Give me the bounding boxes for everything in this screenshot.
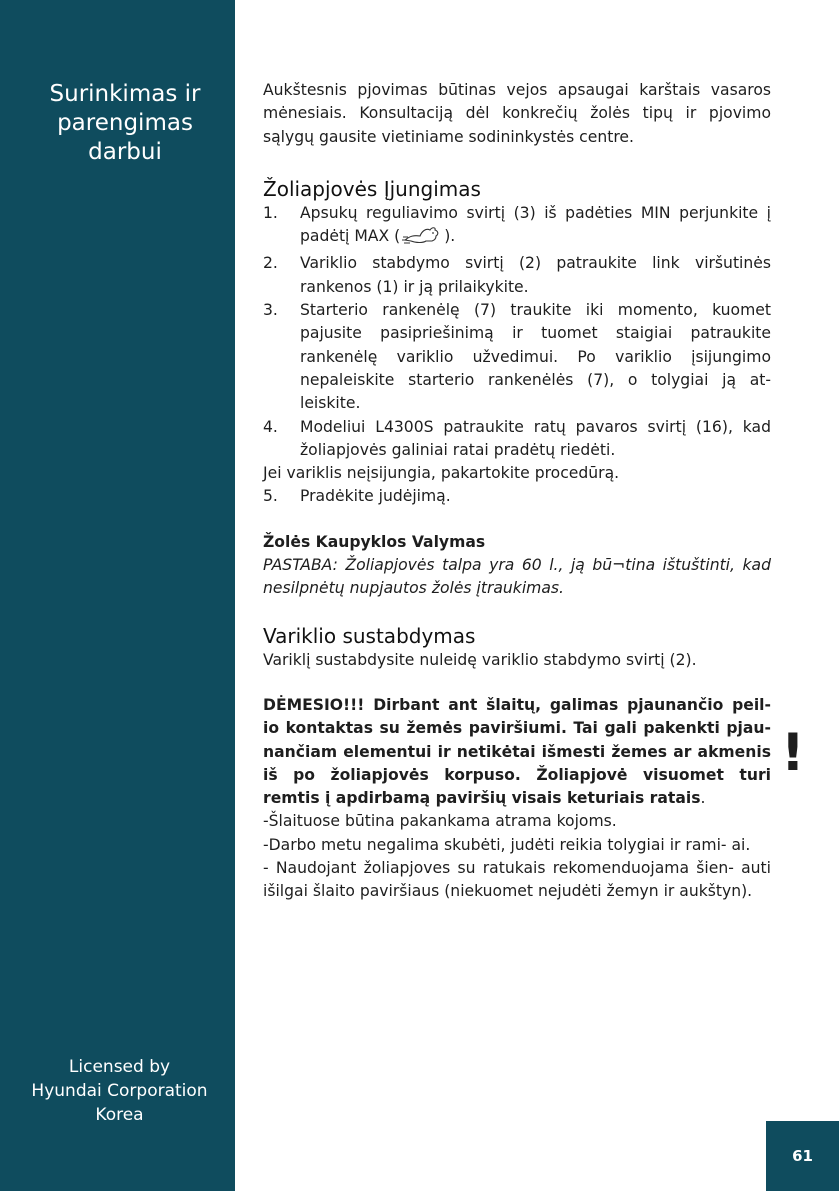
- step-number: 2.: [263, 254, 278, 273]
- warning-line: -Šlaituose būtina pakankama atrama kojoms.: [263, 812, 617, 831]
- page-number-badge: [766, 1121, 839, 1191]
- warning-bold-end: .: [700, 789, 706, 808]
- step-number: 1.: [263, 203, 278, 222]
- section-title-line: parengimas: [57, 110, 193, 136]
- warning-paragraph: [263, 694, 771, 810]
- step-number: 4.: [263, 417, 278, 436]
- warning-line: - Naudojant žoliapjoves su ratukais rekomenduojama šien- auti išilgai šlaito paviršiaus (niekuomet nejudėti žemyn ir aukštyn).: [263, 859, 771, 901]
- main-content: [263, 79, 805, 904]
- step-text: ).: [444, 227, 456, 246]
- section-title-line: Surinkimas ir: [49, 81, 201, 107]
- grass-catcher-note: PASTABA: Žoliapjovės talpa yra 60 l., ją bū¬tina ištuštinti, kad nesilpnėtų nupjautos žolės įtraukimas.: [263, 556, 771, 598]
- list-item: [263, 299, 771, 415]
- heading-grass-catcher: Žolės Kaupyklos Valymas: [263, 532, 486, 551]
- step-text: Variklio stabdymo svirtį (2) patraukite link viršutinės rankenos (1) ir ją prilaikykite.: [300, 254, 771, 296]
- license-line: Hyundai Corporation: [31, 1081, 208, 1101]
- sidebar-panel: [0, 0, 235, 1191]
- list-item: [263, 416, 771, 463]
- step-text: Apsukų reguliavimo svirtį (3) iš padėties MIN perjunkite į padėtį MAX (: [300, 203, 771, 246]
- start-steps-list-continued: [263, 485, 771, 508]
- step-number: 5.: [263, 487, 278, 506]
- step-number: 3.: [263, 301, 278, 320]
- rabbit-icon: [402, 225, 442, 252]
- list-item: [263, 485, 771, 508]
- page-number: 61: [792, 1147, 813, 1165]
- warning-line: -Darbo metu negalima skubėti, judėti reikia tolygiai ir rami- ai.: [263, 835, 751, 854]
- list-item: [263, 202, 771, 253]
- warning-exclamation-icon: !: [781, 722, 805, 783]
- step-text: Modeliui L4300S patraukite ratų pavaros svirtį (16), kad žoliapjovės galiniai ratai pradėtų riedėti.: [300, 417, 771, 459]
- step-text: Starterio rankenėlę (7) traukite iki momento, kuomet pajusite pasipriešinimą ir tuomet staigiai patraukite rankenėlę variklio užvedimui. Po variklio įsijungimo nepaleiskite starterio rankenėlės (7), o tolygiai ją at- leiskite.: [300, 301, 771, 413]
- warning-block: [263, 694, 805, 904]
- intro-paragraph: Aukštesnis pjovimas būtinas vejos apsaugai karštais vasaros mėnesiais. Konsultaciją dėl konkrečių žolės tipų ir pjovimo sąlygų gausite vietiniame sodininkystės centre.: [263, 81, 771, 146]
- retry-note: Jei variklis neįsijungia, pakartokite procedūrą.: [263, 464, 620, 483]
- license-line: Licensed by: [68, 1057, 171, 1077]
- license-line: Korea: [95, 1105, 144, 1125]
- section-title: [0, 80, 250, 167]
- heading-stop: Variklio sustabdymas: [263, 623, 476, 648]
- step-text: Pradėkite judėjimą.: [300, 487, 451, 506]
- heading-start: Žoliapjovės Įjungimas: [263, 176, 481, 201]
- warning-bold-text: DĖMESIO!!! Dirbant ant šlaitų, galimas pjaunančio peil- io kontaktas su žemės paviršiumi. Tai gali pakenkti pjau- nančiam elementui ir netikėtai išmesti žemes ar akmenis iš po žoliapjovės korpuso. Žoliapjovė visuomet turi remtis į apdirbamą paviršių visais keturiais ratais: [263, 695, 771, 808]
- start-steps-list: [263, 202, 771, 462]
- license-footer: [0, 1055, 239, 1127]
- stop-paragraph: Variklį sustabdysite nuleidę variklio stabdymo svirtį (2).: [263, 650, 697, 669]
- list-item: [263, 252, 771, 299]
- section-title-line: darbui: [88, 139, 162, 165]
